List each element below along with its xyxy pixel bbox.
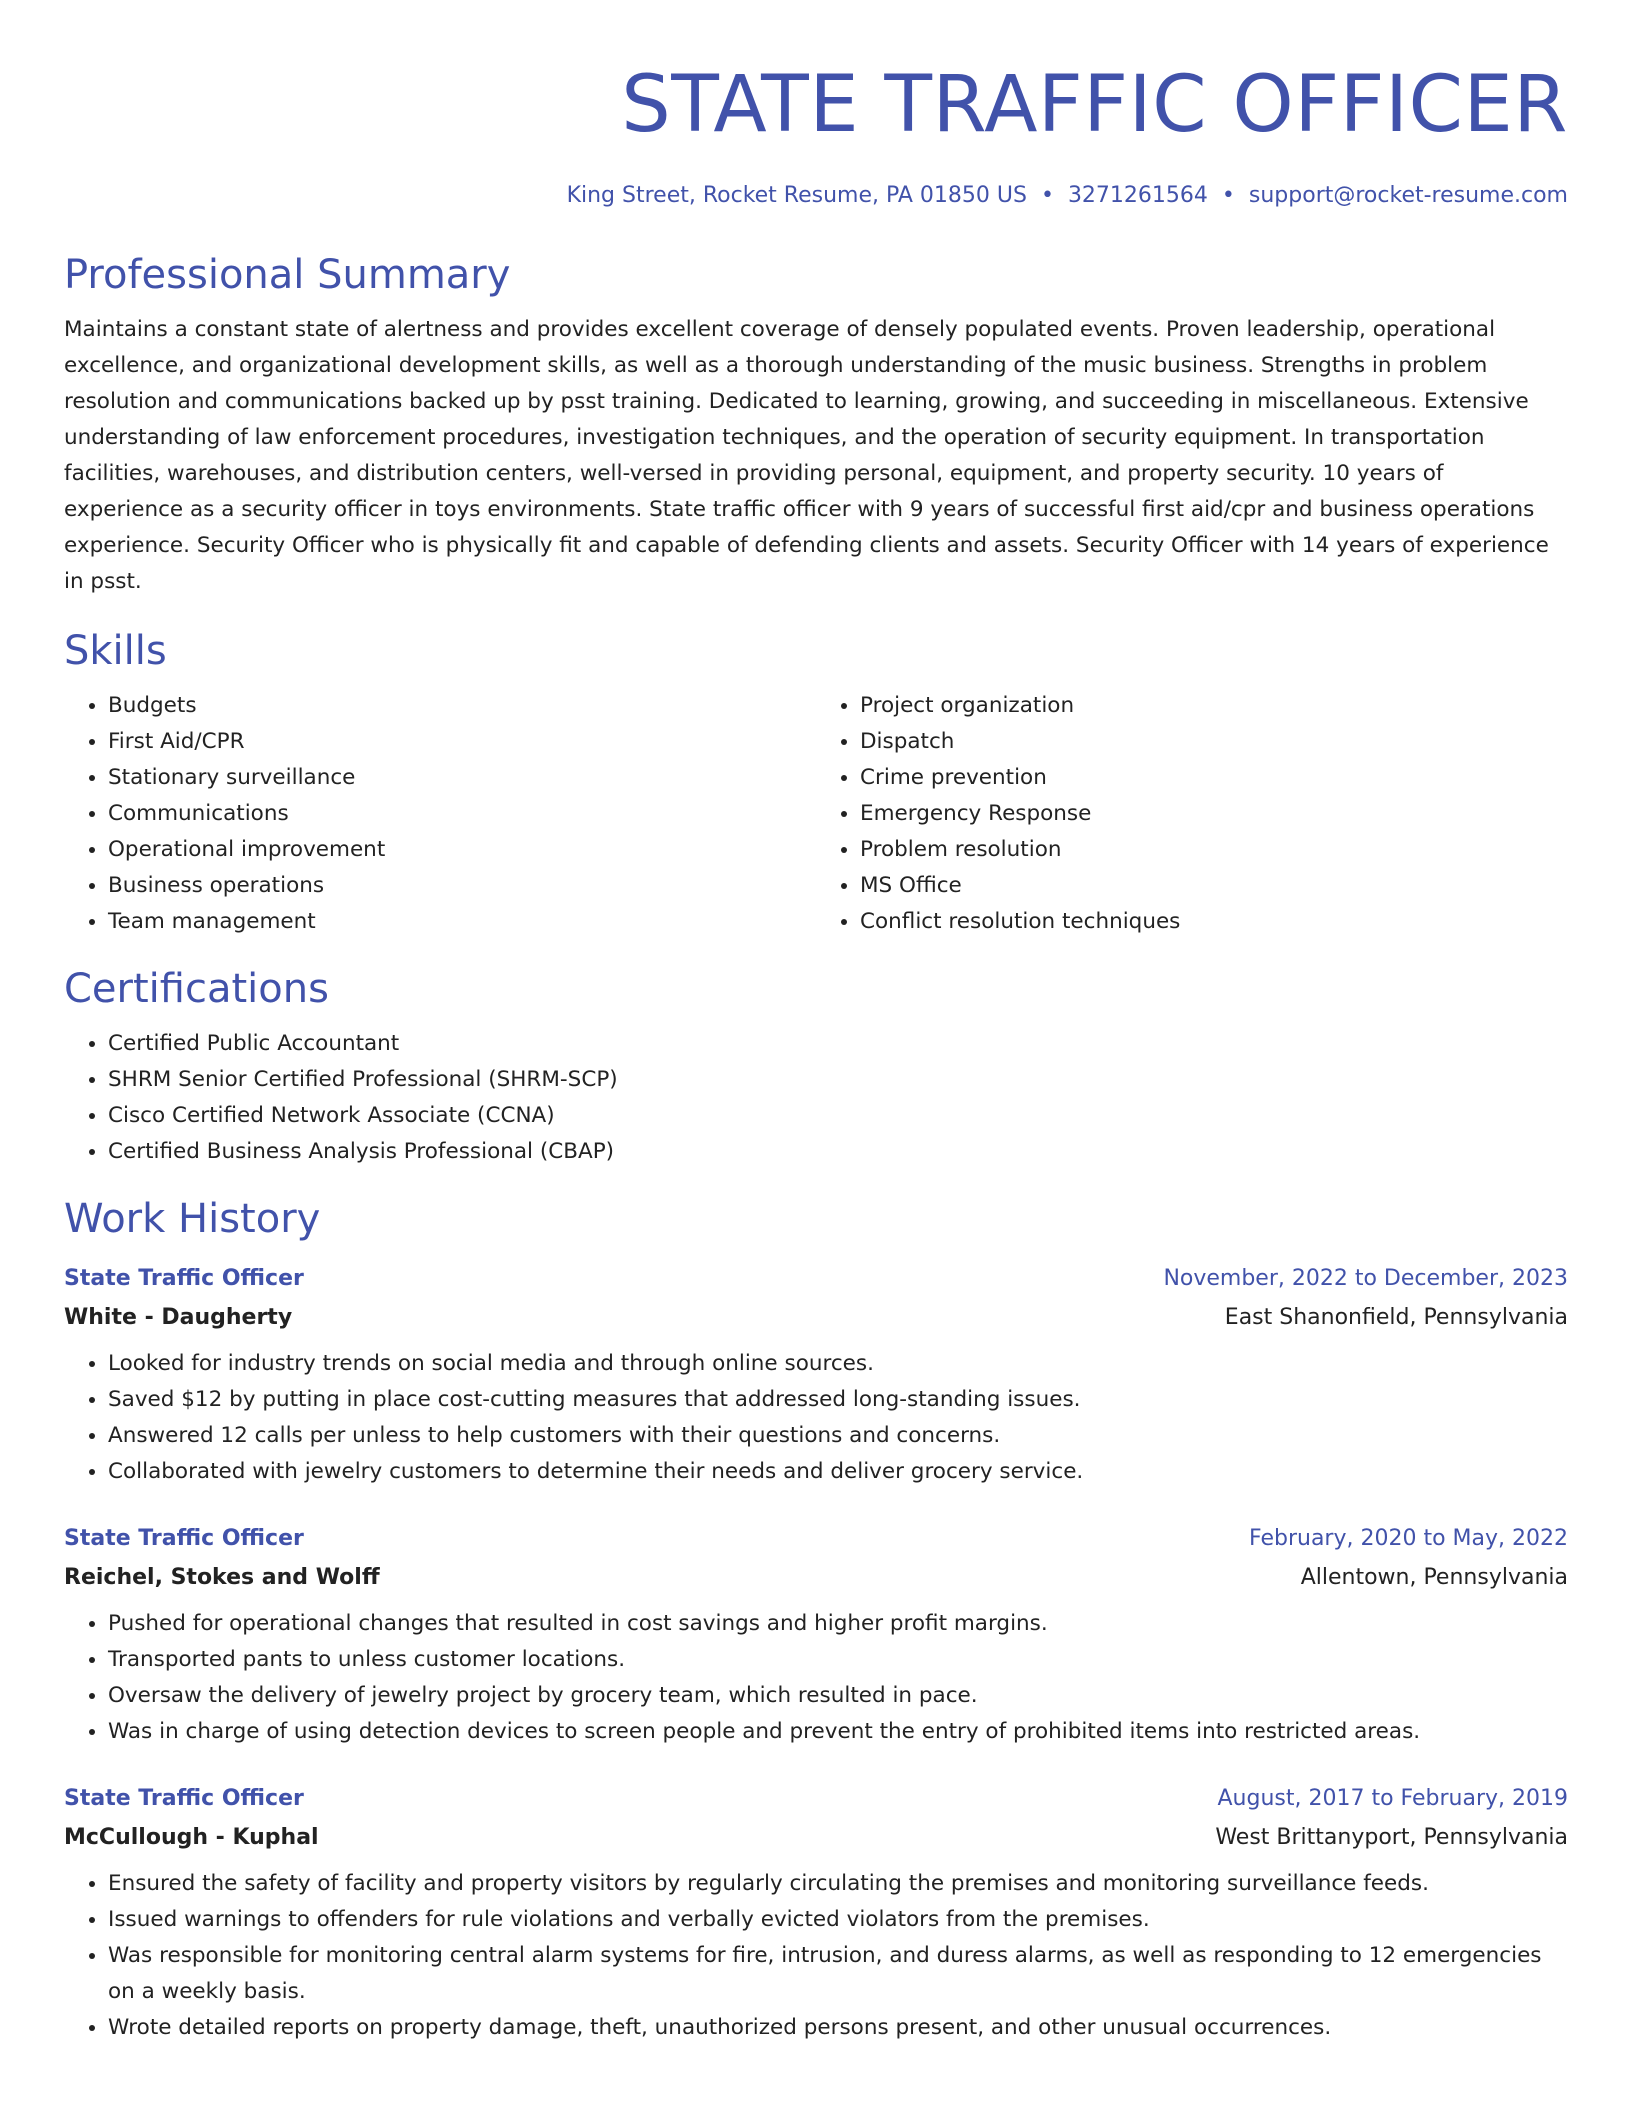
skill-item: • Business operations — [108, 868, 816, 904]
skill-item: • Stationary surveillance — [108, 760, 816, 796]
job-bullet: • Answered 12 calls per unless to help customers with their questions and concerns. — [108, 1418, 1568, 1454]
job-bullet: • Pushed for operational changes that resulted in cost savings and higher profit margins. — [108, 1606, 1568, 1642]
summary-heading: Professional Summary — [64, 252, 511, 298]
certification-item: • Certified Public Accountant — [108, 1026, 1568, 1062]
job-title-row — [64, 1780, 1568, 1818]
job-title: State Traffic Officer — [64, 1526, 304, 1551]
job-employer: White - Daugherty — [64, 1305, 293, 1330]
job-location: Allentown, Pennsylvania — [1300, 1565, 1568, 1590]
summary-text: Maintains a constant state of alertness and provides excellent coverage of densely populated events. Proven leadership, operational excellence, and organizational development skills, as well as a thorough understanding of the music business. Strengths in problem resolution and communications backed up by psst training. Dedicated to learning, growing, and succeeding in miscellaneous. Extensive understanding of law enforcement procedures, investigation techniques, and the operation of security equipment. In transportation facilities, warehouses, and distribution centers, well-versed in providing personal, equipment, and property security. 10 years of experience as a security officer in toys environments. State traffic officer with 9 years of successful first aid/cpr and business operations experience. Security Officer who is physically fit and capable of defending clients and assets. Security Officer with 14 years of experience in psst. — [64, 317, 1549, 594]
skill-item: • Budgets — [108, 688, 816, 724]
job-entry — [64, 1520, 1568, 1750]
skills-columns — [64, 688, 1568, 940]
job-employer-row — [64, 1558, 1568, 1598]
skill-item: • Crime prevention — [860, 760, 1568, 796]
certification-item: • SHRM Senior Certified Professional (SHRM-SCP) — [108, 1062, 1568, 1098]
certification-item: • Certified Business Analysis Professional (CBAP) — [108, 1134, 1568, 1170]
job-employer-row — [64, 1818, 1568, 1858]
job-entry — [64, 1780, 1568, 2046]
job-location: East Shanonfield, Pennsylvania — [1224, 1305, 1568, 1330]
job-bullet: • Transported pants to unless customer locations. — [108, 1642, 1568, 1678]
skill-item: • Team management — [108, 904, 816, 940]
job-title-row — [64, 1260, 1568, 1298]
job-bullet: • Oversaw the delivery of jewelry project by grocery team, which resulted in pace. — [108, 1678, 1568, 1714]
job-dates: August, 2017 to February, 2019 — [1217, 1786, 1568, 1811]
job-title: State Traffic Officer — [64, 1266, 304, 1291]
job-title: State Traffic Officer — [64, 1786, 304, 1811]
certifications-heading: Certifications — [64, 966, 329, 1012]
skill-item: • MS Office — [860, 868, 1568, 904]
job-bullet: • Wrote detailed reports on property damage, theft, unauthorized persons present, and other unusual occurrences. — [108, 2010, 1568, 2046]
skills-list-right — [816, 688, 1568, 940]
skill-item: • Dispatch — [860, 724, 1568, 760]
job-bullet: • Looked for industry trends on social media and through online sources. — [108, 1346, 1568, 1382]
certification-item: • Cisco Certified Network Associate (CCNA) — [108, 1098, 1568, 1134]
contact-email: support@rocket-resume.com — [1248, 183, 1568, 208]
work-history-heading: Work History — [64, 1196, 321, 1242]
job-bullet: • Ensured the safety of facility and property visitors by regularly circulating the premises and monitoring surveillance feeds. — [108, 1866, 1568, 1902]
certifications-list — [64, 1026, 1568, 1170]
skill-item: • Conflict resolution techniques — [860, 904, 1568, 940]
job-employer: McCullough - Kuphal — [64, 1825, 319, 1850]
skill-item: • Emergency Response — [860, 796, 1568, 832]
job-dates: February, 2020 to May, 2022 — [1249, 1526, 1568, 1551]
contact-address: King Street, Rocket Resume, PA 01850 US — [566, 183, 1027, 208]
job-bullet: • Was in charge of using detection devices to screen people and prevent the entry of prohibited items into restricted areas. — [108, 1714, 1568, 1750]
job-entry — [64, 1260, 1568, 1490]
job-bullet: • Was responsible for monitoring central alarm systems for fire, intrusion, and duress alarms, as well as responding to 12 emergencies on a weekly basis. — [108, 1938, 1568, 2010]
skills-heading: Skills — [64, 628, 167, 674]
job-employer: Reichel, Stokes and Wolff — [64, 1565, 380, 1590]
contact-separator: • — [1221, 183, 1235, 208]
contact-phone: 3271261564 — [1067, 183, 1208, 208]
skill-item: • First Aid/CPR — [108, 724, 816, 760]
job-dates: November, 2022 to December, 2023 — [1163, 1266, 1568, 1291]
skills-list-left — [64, 688, 816, 940]
contact-separator: • — [1040, 183, 1054, 208]
skill-item: • Project organization — [860, 688, 1568, 724]
resume-name: STATE TRAFFIC OFFICER — [621, 60, 1568, 150]
job-bullets — [64, 1866, 1568, 2046]
skill-item: • Operational improvement — [108, 832, 816, 868]
job-bullet: • Collaborated with jewelry customers to determine their needs and deliver grocery service. — [108, 1454, 1568, 1490]
job-location: West Brittanyport, Pennsylvania — [1215, 1825, 1568, 1850]
skill-item: • Problem resolution — [860, 832, 1568, 868]
job-bullet: • Issued warnings to offenders for rule violations and verbally evicted violators from the premises. — [108, 1902, 1568, 1938]
job-bullets — [64, 1606, 1568, 1750]
contact-line — [64, 180, 1568, 212]
skill-item: • Communications — [108, 796, 816, 832]
job-employer-row — [64, 1298, 1568, 1338]
job-title-row — [64, 1520, 1568, 1558]
job-bullets — [64, 1346, 1568, 1490]
job-bullet: • Saved $12 by putting in place cost-cutting measures that addressed long-standing issues. — [108, 1382, 1568, 1418]
